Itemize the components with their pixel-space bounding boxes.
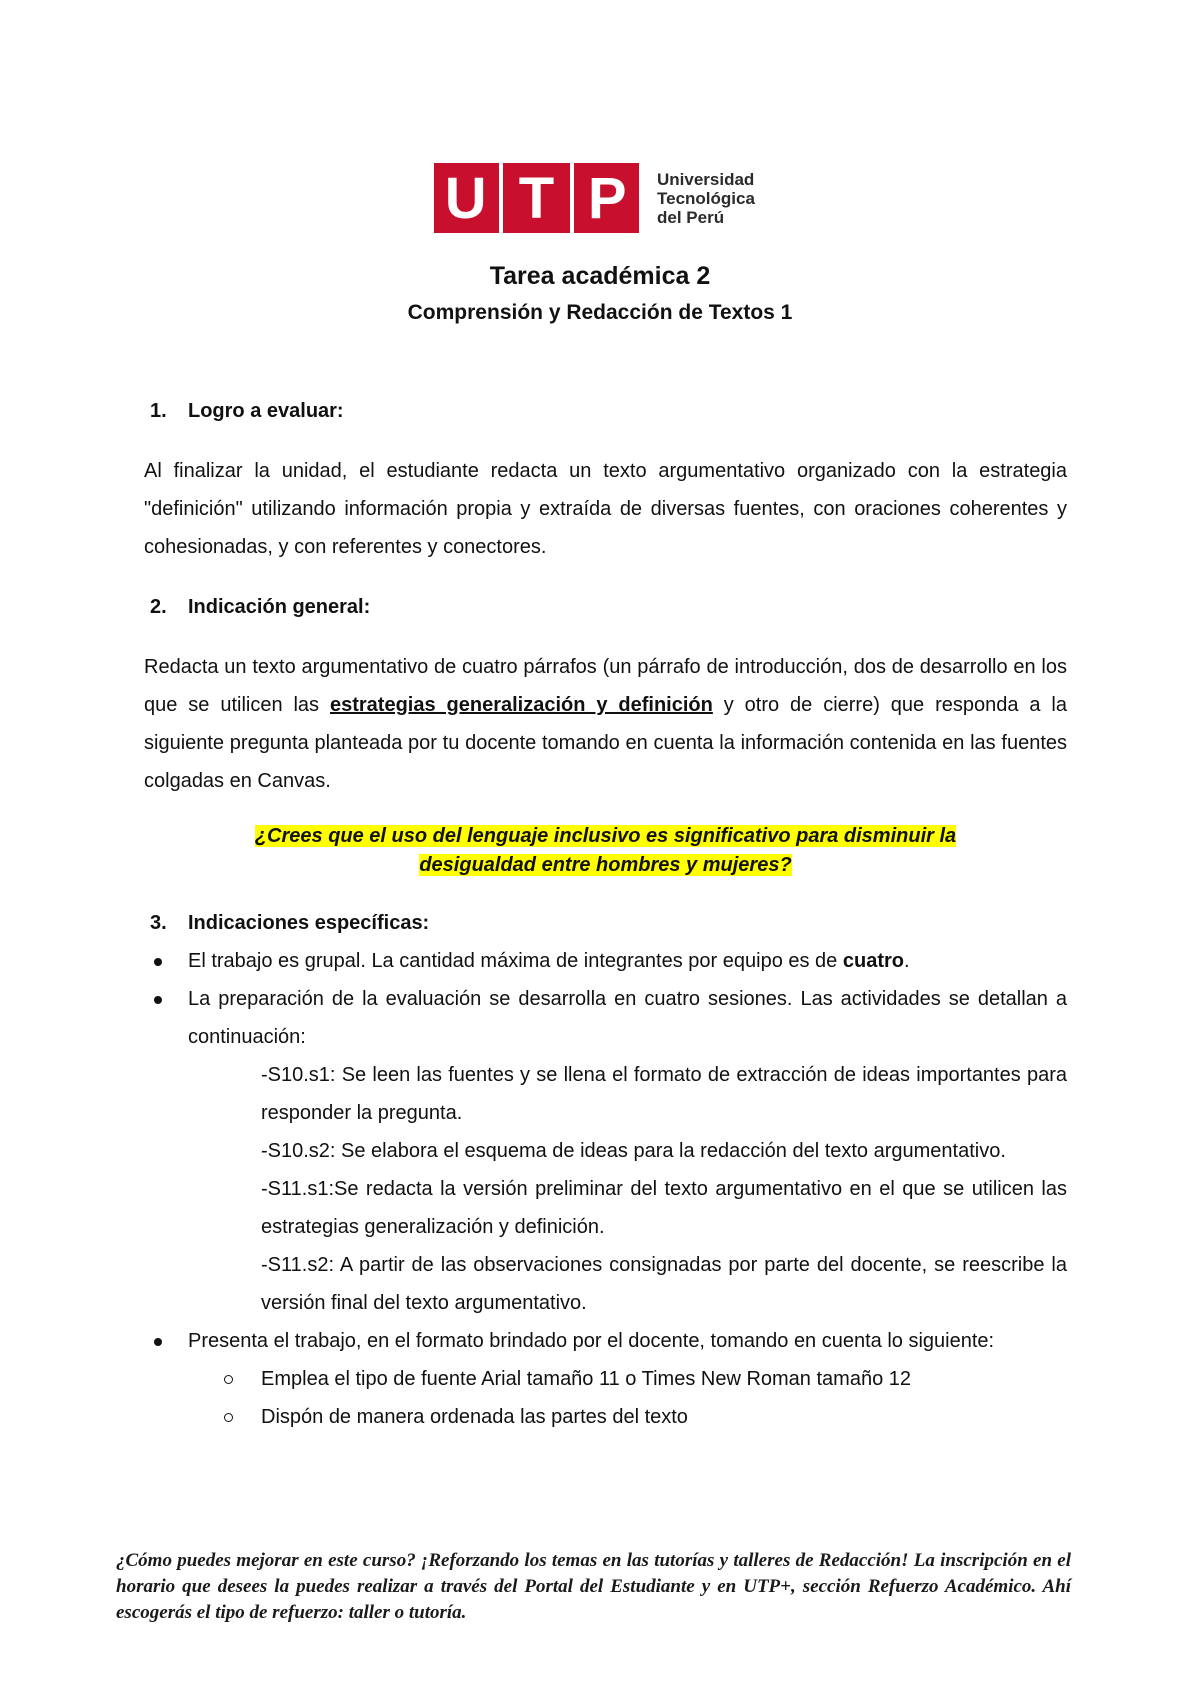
section-3-heading xyxy=(150,904,1067,942)
specific-instructions-list xyxy=(144,942,1067,1056)
subbullet-parts: Dispón de manera ordenada las partes del texto xyxy=(144,1398,1067,1436)
logo-mark xyxy=(434,163,639,233)
question-line-1: ¿Crees que el uso del lenguaje inclusivo es significativo para disminuir la xyxy=(254,825,957,847)
session-item: -S10.s2: Se elabora el esquema de ideas para la redacción del texto argumentativo. xyxy=(261,1140,1006,1162)
bullet-sessions: La preparación de la evaluación se desarrolla en cuatro sesiones. Las actividades se detallan a continuación: xyxy=(144,980,1067,1056)
document-subtitle: Comprensión y Redacción de Textos 1 xyxy=(407,301,793,324)
logo-wordmark xyxy=(657,170,755,227)
session-item: -S11.s2: A partir de las observaciones consignadas por parte del docente, se reescribe la versión final del texto argumentativo. xyxy=(261,1254,1067,1314)
strategies-emphasis: estrategias generalización y definición xyxy=(329,694,713,716)
logo-line-2: Tecnológica xyxy=(657,188,755,208)
session-item: -S11.s1:Se redacta la versión preliminar del texto argumentativo en el que se utilicen las estrategias generalización y definición. xyxy=(261,1178,1067,1238)
subbullet-font: Emplea el tipo de fuente Arial tamaño 11 o Times New Roman tamaño 12 xyxy=(144,1360,1067,1398)
session-item: -S10.s1: Se leen las fuentes y se llena el formato de extracción de ideas importantes para responder la pregunta. xyxy=(261,1064,1067,1124)
section-2-title: Indicación general: xyxy=(188,596,371,618)
logo-line-1: Universidad xyxy=(657,169,755,189)
section-1-heading xyxy=(150,392,1067,430)
section-1-number: 1. xyxy=(150,400,167,422)
section-2-number: 2. xyxy=(150,596,167,618)
question-line-2: desigualdad entre hombres y mujeres? xyxy=(419,854,792,876)
document-title: Tarea académica 2 xyxy=(489,262,711,290)
guiding-question xyxy=(144,822,1067,880)
document-body xyxy=(144,392,1067,1436)
logo-letter-p: P xyxy=(587,165,627,231)
section-2-paragraph: Redacta un texto argumentativo de cuatro párrafos (un párrafo de introducción, dos de desarrollo en los que se utilicen las estrategias generalización y definición y otro de cierre) que responda a la siguiente pregunta planteada por tu docente tomando en cuenta la información contenida en las fuentes colgadas en Canvas. xyxy=(144,656,1067,792)
section-3-number: 3. xyxy=(150,912,167,934)
logo-letter-u: U xyxy=(444,165,487,231)
section-2-heading xyxy=(150,588,1067,626)
section-1-title: Logro a evaluar: xyxy=(188,400,344,422)
format-sublist xyxy=(144,1360,1067,1436)
bullet-group-work: El trabajo es grupal. La cantidad máxima de integrantes por equipo es de cuatro. xyxy=(144,942,1067,980)
section-1-paragraph: Al finalizar la unidad, el estudiante redacta un texto argumentativo organizado con la estrategia "definición" utilizando información propia y extraída de diversas fuentes, con oraciones coherentes y cohesionadas, y con referentes y conectores. xyxy=(144,460,1067,558)
logo-letter-t: T xyxy=(518,165,555,231)
logo-line-3: del Perú xyxy=(657,207,725,227)
bullet-format: Presenta el trabajo, en el formato brindado por el docente, tomando en cuenta lo siguiente: xyxy=(144,1322,1067,1360)
utp-logo xyxy=(434,163,755,233)
section-3-title: Indicaciones específicas: xyxy=(188,912,430,934)
page-footer-note: ¿Cómo puedes mejorar en este curso? ¡Reforzando los temas en las tutorías y talleres de Redacción! La inscripción en el horario que desees la puedes realizar a través del Portal del Estudiante y en UTP+, sección Refuerzo Académico. Ahí escogerás el tipo de refuerzo: taller o tutoría. xyxy=(116,1550,1071,1623)
